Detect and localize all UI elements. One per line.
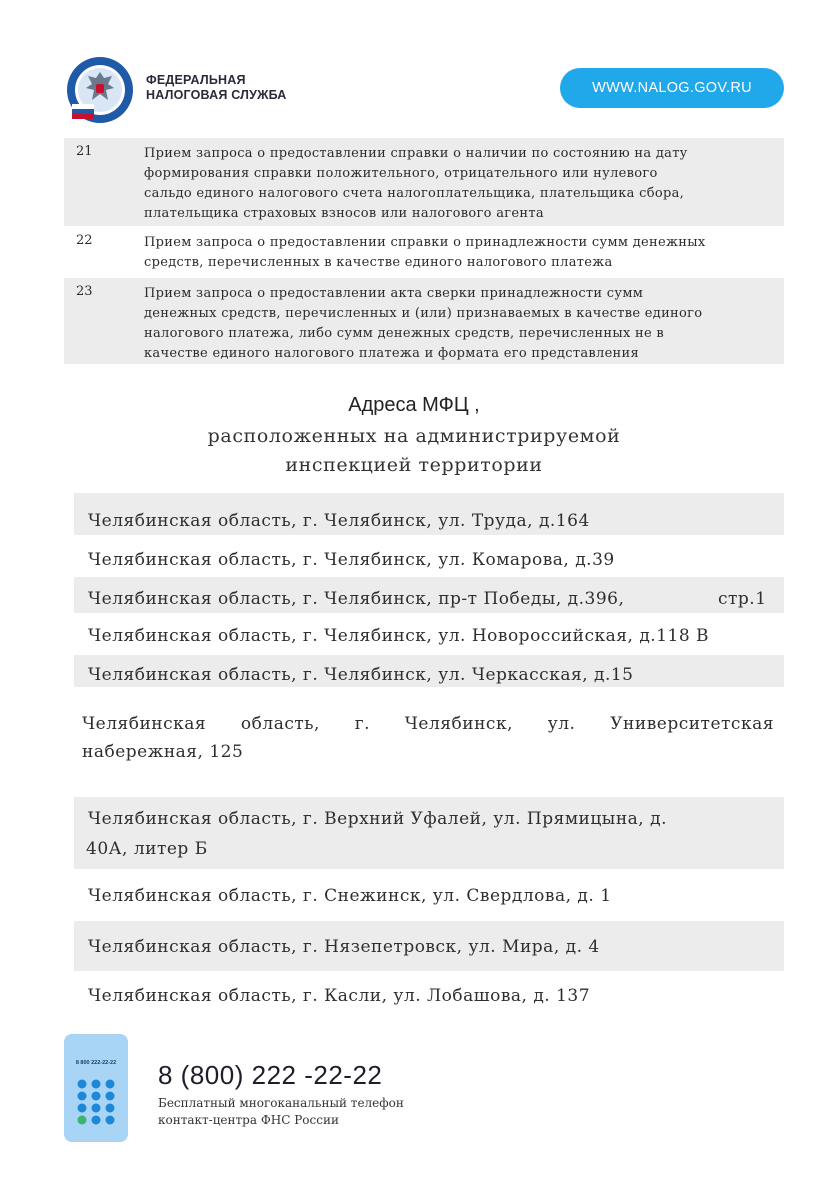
address-text: Челябинская область, г. Челябинск, ул. Новороссийская, д.118 В xyxy=(88,626,710,646)
address-text: Челябинская область, г. Касли, ул. Лобашова, д. 137 xyxy=(88,986,591,1006)
address-item xyxy=(74,493,784,535)
service-line: денежных средств, перечисленных и (или) признаваемых в качестве единого xyxy=(144,306,703,321)
address-item xyxy=(74,655,784,687)
service-line: налогового платежа, либо сумм денежных средств, перечисленных не в xyxy=(144,326,665,341)
address-text: Челябинская область, г. Снежинск, ул. Свердлова, д. 1 xyxy=(88,886,612,906)
org-name xyxy=(146,73,287,103)
address-word: ул. xyxy=(547,714,576,734)
org-name-line2: НАЛОГОВАЯ СЛУЖБА xyxy=(146,88,287,102)
address-word: г. xyxy=(354,714,371,734)
fns-emblem-logo xyxy=(66,56,134,124)
address-word: Челябинская xyxy=(82,714,207,734)
service-line: качестве единого налогового платежа и формата его представления xyxy=(144,346,639,361)
address-text: Челябинская область, г. Челябинск, пр-т Победы, д.396, xyxy=(88,589,625,609)
service-line: Прием запроса о предоставлении справки о принадлежности сумм денежных xyxy=(144,235,706,250)
service-line: Прием запроса о предоставлении справки о наличии по состоянию на дату xyxy=(144,146,688,161)
address-text-extra: стр.1 xyxy=(718,589,767,609)
address-item xyxy=(74,921,784,971)
site-link-button[interactable]: WWW.NALOG.GOV.RU xyxy=(560,68,784,108)
service-line: плательщика страховых взносов или налогового агента xyxy=(144,206,544,221)
phone-icon xyxy=(64,1034,128,1142)
address-line: набережная, 125 xyxy=(82,742,244,762)
org-name-line1: ФЕДЕРАЛЬНАЯ xyxy=(146,73,246,87)
address-item xyxy=(74,577,784,613)
service-number: 21 xyxy=(76,144,93,159)
address-text: Челябинская область, г. Челябинск, ул. Труда, д.164 xyxy=(88,511,590,531)
service-line: сальдо единого налогового счета налогоплательщика, плательщика сбора, xyxy=(144,186,685,201)
address-item xyxy=(74,536,784,576)
section-subtitle-line1: расположенных на администрируемой xyxy=(207,425,621,447)
phone-icon-number: 8 800 222-22-22 xyxy=(75,1060,117,1066)
address-line xyxy=(82,714,774,734)
service-row-22 xyxy=(64,227,784,277)
service-text xyxy=(144,144,774,224)
service-number: 22 xyxy=(76,233,93,248)
address-item xyxy=(74,614,784,654)
address-item-justified xyxy=(82,714,774,762)
address-item xyxy=(74,972,784,1022)
service-line: средств, перечисленных в качестве единого налогового платежа xyxy=(144,255,613,270)
address-text: 40А, литер Б xyxy=(86,839,208,859)
service-line: Прием запроса о предоставлении акта сверки принадлежности сумм xyxy=(144,286,644,301)
address-text: Челябинская область, г. Верхний Уфалей, ул. Прямицына, д. xyxy=(88,809,667,829)
service-text xyxy=(144,284,774,364)
hotline-caption-line2: контакт-центра ФНС России xyxy=(158,1113,339,1127)
section-subtitle xyxy=(0,422,828,480)
service-row-23 xyxy=(64,278,784,364)
service-line: формирования справки положительного, отрицательного или нулевого xyxy=(144,166,658,181)
address-item xyxy=(74,797,784,869)
address-text: Челябинская область, г. Челябинск, ул. Черкасская, д.15 xyxy=(88,665,634,685)
address-item xyxy=(74,870,784,920)
service-text xyxy=(144,233,774,273)
address-text: Челябинская область, г. Челябинск, ул. Комарова, д.39 xyxy=(88,550,615,570)
address-text: Челябинская область, г. Нязепетровск, ул. Мира, д. 4 xyxy=(88,937,600,957)
section-subtitle-line2: инспекцией территории xyxy=(285,454,543,476)
hotline-caption-line1: Бесплатный многоканальный телефон xyxy=(158,1096,404,1110)
hotline-phone-number[interactable]: 8 (800) 222 -22-22 xyxy=(158,1060,383,1090)
address-word: область, xyxy=(240,714,320,734)
service-row-21 xyxy=(64,138,784,226)
section-title: Адреса МФЦ , xyxy=(348,394,480,416)
address-word: Челябинск, xyxy=(404,714,513,734)
address-word: Университетская xyxy=(610,714,774,734)
service-number: 23 xyxy=(76,284,93,299)
